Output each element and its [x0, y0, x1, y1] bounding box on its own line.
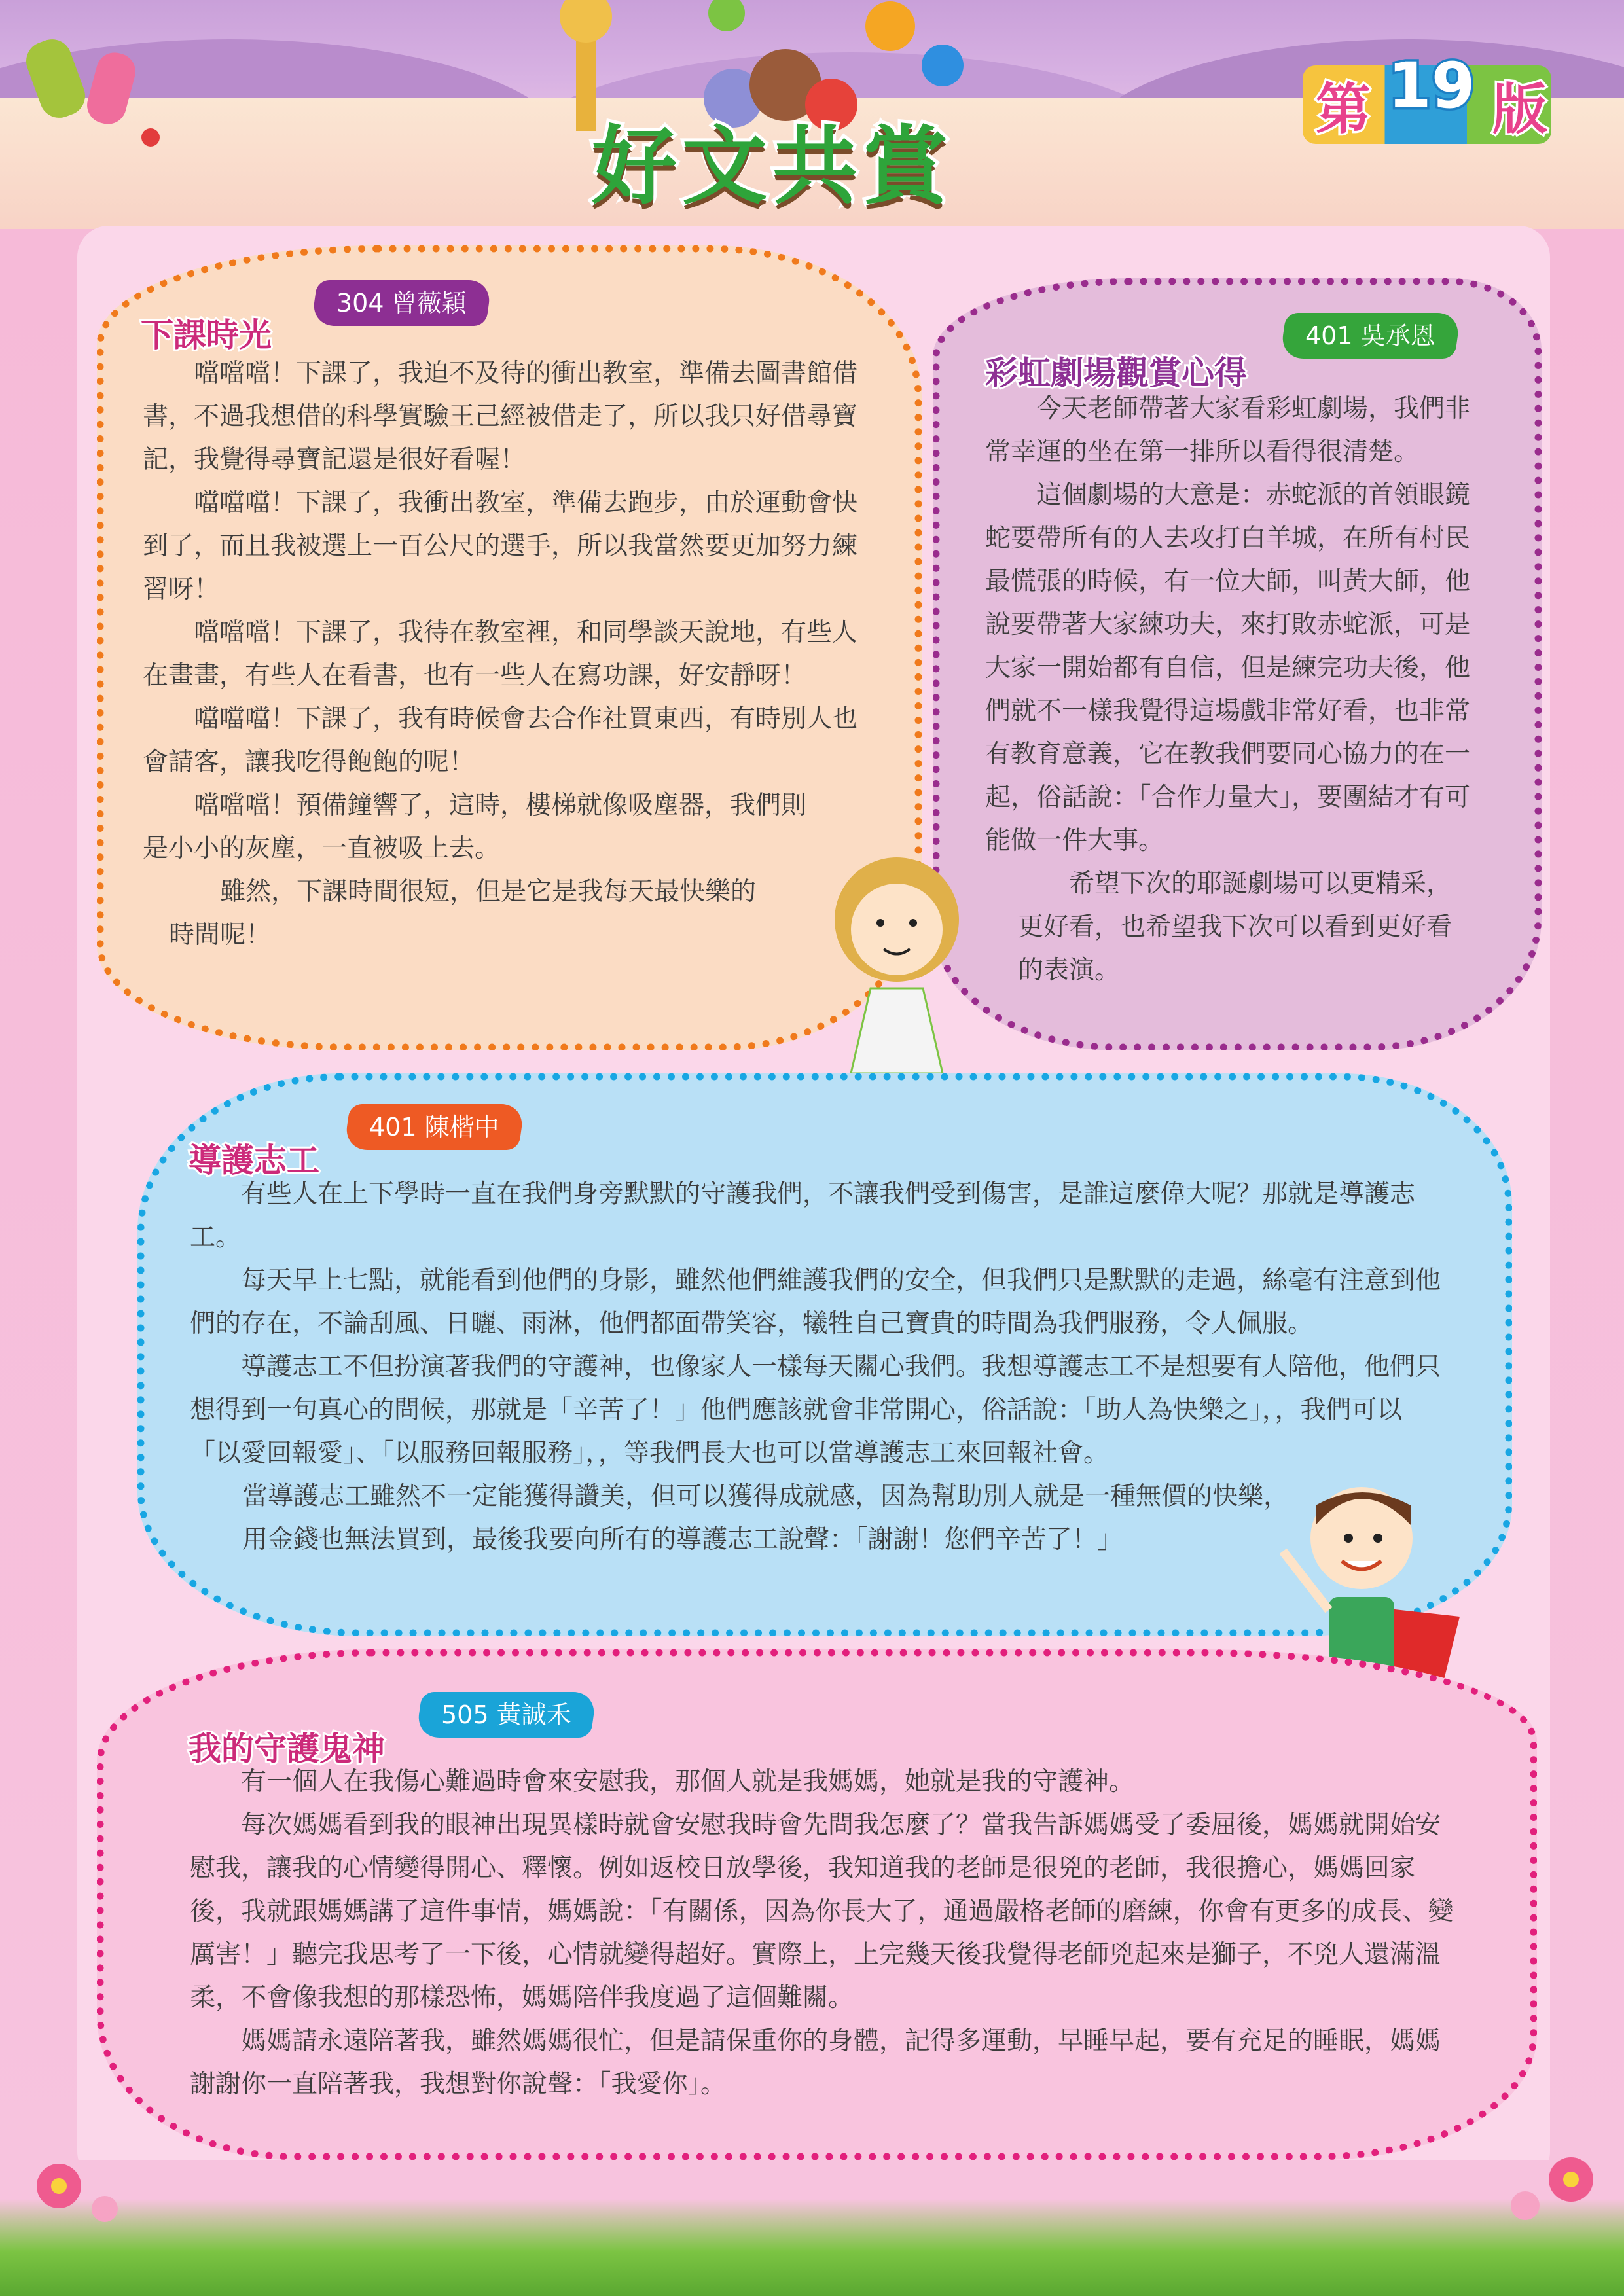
article-body-recess: [143, 352, 879, 957]
paragraph: 這個劇場的大意是：赤蛇派的首領眼鏡蛇要帶所有的人去攻打白羊城，在所有村民最慌張的時候，有一位大師，叫黃大師，他說要帶著大家練功夫，來打敗赤蛇派，可是大家一開始都有自信，但是練完功夫後，他們就不一樣我覺得這場戲非常好看，也非常有教育意義，它在教我們要同心協力的在一起，俗話說：「合作力量大」，要團結才有可能做一件大事。: [985, 480, 1471, 855]
masthead: [537, 98, 1008, 229]
paragraph: 有一個人在我傷心難過時會來安慰我，那個人就是我媽媽，她就是我的守護神。: [241, 1767, 1135, 1797]
article-body-guardian: [190, 1761, 1460, 2106]
paragraph: 導護志工不但扮演著我們的守護神，也像家人一樣每天關心我們。我想導護志工不是想要有人陪他，他們只想得到一句真心的問候，那就是「辛苦了！」他們應該就會非常開心，俗話說：「助人為快樂之」，，我們可以「以愛回報愛」、「以服務回報服務」，，等我們長大也可以當導護志工來回報社會。: [190, 1352, 1441, 1468]
author-tag: 401 吳承恩: [1280, 313, 1460, 359]
paragraph: 有些人在上下學時一直在我們身旁默默的守護我們，不讓我們受到傷害，是誰這麼偉大呢？那就是導護志工。: [190, 1179, 1416, 1252]
paragraph: 希望下次的耶誕劇場可以更精采，更好看，也希望我下次可以看到更好看的表演。: [1018, 869, 1453, 985]
author-tag: 505 黃誠禾: [416, 1692, 596, 1738]
paragraph: 媽媽請永遠陪著我，雖然媽媽很忙，但是請保重你的身體，記得多運動，早睡早起，要有充足的睡眠，媽媽謝謝你一直陪著我，我想對你說聲：「我愛你」。: [190, 2026, 1441, 2099]
article-heading: 我的守護鬼神: [189, 1730, 385, 1768]
paragraph: 雖然，下課時間很短，但是它是我每天最快樂的時間呢！: [169, 877, 757, 950]
paragraph: 噹噹噹！下課了，我迫不及待的衝出教室，準備去圖書館借書，不過我想借的科學實驗王己經被借走了，所以我只好借尋寶記，我覺得尋寶記還是很好看喔！: [143, 359, 858, 475]
article-body-crossing-guards: [190, 1173, 1447, 1562]
paragraph: 噹噹噹！下課了，我衝出教室，準備去跑步，由於運動會快到了，而且我被選上一百公尺的選手，所以我當然要更加努力練習呀！: [143, 488, 858, 604]
paragraph: 每次媽媽看到我的眼神出現異樣時就會安慰我時會先問我怎麼了？當我告訴媽媽受了委屈後，媽媽就開始安慰我，讓我的心情變得開心、釋懷。例如返校日放學後，我知道我的老師是很兇的老師，我很擔心，媽媽回家後，我就跟媽媽講了這件事情，媽媽說：「有關係，因為你長大了，通過嚴格老師的磨練，你會有更多的成長、變厲害！」聽完我思考了一下後，心情就變得超好。實際上，上完幾天後我覺得老師兇起來是獅子，不兇人還滿溫柔，不會像我想的那樣恐怖，媽媽陪伴我度過了這個難關。: [190, 1810, 1454, 2013]
edition-badge: [1303, 46, 1551, 141]
paragraph: 每天早上七點，就能看到他們的身影，雖然他們維護我們的安全，但我們只是默默的走過，絲毫有注意到他們的存在，不論刮風、日曬、雨淋，他們都面帶笑容，犧牲自己寶貴的時間為我們服務，令人佩服。: [190, 1266, 1441, 1338]
article-body-rainbow-theater: [985, 387, 1483, 992]
edition-number: 19: [1388, 49, 1475, 122]
paragraph: 今天老師帶著大家看彩虹劇場，我們非常幸運的坐在第一排所以看得很清楚。: [985, 394, 1471, 467]
popsicle-icon: [20, 26, 164, 157]
author-tag: 401 陳楷中: [344, 1104, 524, 1150]
article-heading: 下課時光: [141, 316, 272, 354]
paragraph: 噹噹噹！下課了，我待在教室裡，和同學談天說地，有些人在畫畫，有些人在看書，也有一些人在寫功課，好安靜呀！: [143, 618, 858, 691]
edition-prefix: 第: [1316, 77, 1371, 141]
paragraph: 噹噹噹！預備鐘響了，這時，樓梯就像吸塵器，我們則是小小的灰塵，一直被吸上去。: [143, 791, 807, 863]
paragraph: 噹噹噹！下課了，我有時候會去合作社買東西，有時別人也會請客，讓我吃得飽飽的呢！: [143, 704, 858, 777]
page-title: 好文共賞: [591, 117, 953, 216]
article-heading: 導護志工: [189, 1141, 319, 1179]
article-heading: 彩虹劇場觀賞心得: [985, 354, 1247, 392]
paragraph: 當導護志工雖然不一定能獲得讚美，但可以獲得成就感，因為幫助別人就是一種無價的快樂，用金錢也無法買到，最後我要向所有的導護志工說聲：「謝謝！您們辛苦了！」: [242, 1482, 1290, 1554]
flowers-icon: [0, 2127, 1624, 2232]
edition-suffix: 版: [1492, 77, 1548, 141]
author-tag: 304 曾薇穎: [311, 280, 492, 326]
